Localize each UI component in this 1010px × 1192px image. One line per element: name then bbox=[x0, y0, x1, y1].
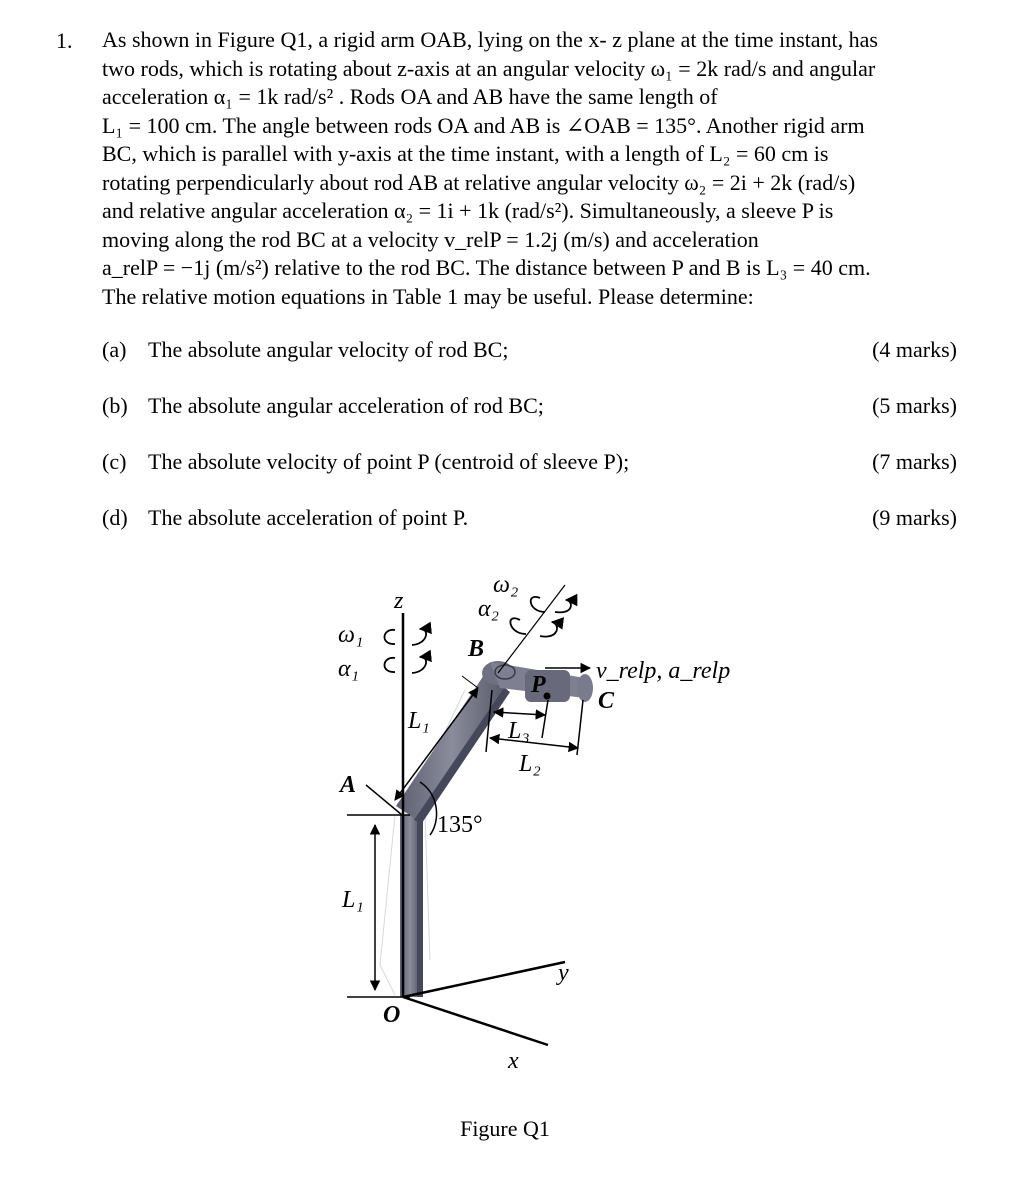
question-line: L₁ = 100 cm. The angle between rods OA and AB is ∠OAB = 135°. Another rigid arm bbox=[102, 112, 865, 138]
question-line: BC, which is parallel with y-axis at the time instant, with a length of L₂ = 60 cm is bbox=[102, 141, 829, 166]
label-omega2: ω₂ bbox=[493, 572, 519, 598]
part-text: The absolute angular velocity of rod BC; bbox=[148, 337, 509, 362]
label-l1-side: L₁ bbox=[342, 887, 364, 913]
question-number: 1. bbox=[56, 28, 73, 53]
part-label: (a) bbox=[102, 337, 127, 362]
label-a: A bbox=[340, 772, 357, 798]
part-text: The absolute velocity of point P (centroid of sleeve P); bbox=[148, 449, 630, 474]
question-line: As shown in Figure Q1, a rigid arm OAB, lying on the x- z plane at the time instant, has bbox=[102, 27, 878, 52]
part-a bbox=[102, 337, 957, 367]
label-y: y bbox=[558, 960, 569, 986]
question-stem bbox=[102, 26, 957, 311]
label-p: P bbox=[531, 672, 546, 698]
question-line: and relative angular acceleration α₂ = 1i + 1k (rad/s²). Simultaneously, a sleeve P is bbox=[102, 198, 834, 223]
question-line: The relative motion equations in Table 1 may be useful. Please determine: bbox=[102, 283, 754, 309]
question-line: rotating perpendicularly about rod AB at relative angular velocity ω₂ = 2i + 2k (rad/s) bbox=[102, 169, 856, 195]
part-d bbox=[102, 505, 957, 535]
label-z: z bbox=[394, 588, 404, 614]
part-text: The absolute acceleration of point P. bbox=[148, 505, 469, 530]
rod-ab bbox=[396, 675, 510, 823]
label-c: C bbox=[598, 688, 615, 714]
figure-caption: Figure Q1 bbox=[460, 1116, 550, 1141]
question-line: two rods, which is rotating about z-axis at an angular velocity ω₁ = 2k rad/s and angular bbox=[102, 55, 876, 81]
question-line: moving along the rod BC at a velocity v_relP = 1.2j (m/s) and acceleration bbox=[102, 226, 759, 252]
question-line: acceleration α₁ = 1k rad/s² . Rods OA and AB have the same length of bbox=[102, 84, 718, 109]
label-x: x bbox=[508, 1048, 519, 1074]
label-alpha2: α₂ bbox=[478, 596, 499, 622]
figure-q1-diagram bbox=[300, 570, 760, 1080]
question-text bbox=[102, 26, 957, 311]
part-label: (d) bbox=[102, 505, 128, 530]
part-label: (c) bbox=[102, 449, 127, 474]
question-line: a_relP = −1j (m/s²) relative to the rod BC. The distance between P and B is L₃ = 40 cm. bbox=[102, 255, 871, 280]
label-rel: v_relp, a_relp bbox=[596, 658, 731, 684]
a-pointer bbox=[366, 785, 402, 815]
label-omega1: ω₁ bbox=[338, 622, 364, 648]
label-alpha1: α₁ bbox=[338, 656, 359, 682]
label-l1-top: L₁ bbox=[408, 708, 430, 734]
label-l3: L₃ bbox=[508, 718, 530, 744]
part-c bbox=[102, 449, 957, 479]
label-b: B bbox=[468, 636, 485, 662]
part-marks: (5 marks) bbox=[872, 393, 957, 418]
alpha1-arrow bbox=[384, 657, 426, 673]
part-label: (b) bbox=[102, 393, 128, 418]
label-angle: 135° bbox=[437, 812, 483, 838]
part-b bbox=[102, 393, 957, 423]
omega1-arrow bbox=[384, 629, 426, 645]
label-o: O bbox=[383, 1002, 401, 1028]
part-marks: (4 marks) bbox=[872, 337, 957, 362]
part-marks: (7 marks) bbox=[872, 449, 957, 474]
part-marks: (9 marks) bbox=[872, 505, 957, 530]
label-l2: L₂ bbox=[519, 751, 541, 777]
part-text: The absolute angular acceleration of rod BC; bbox=[148, 393, 544, 418]
